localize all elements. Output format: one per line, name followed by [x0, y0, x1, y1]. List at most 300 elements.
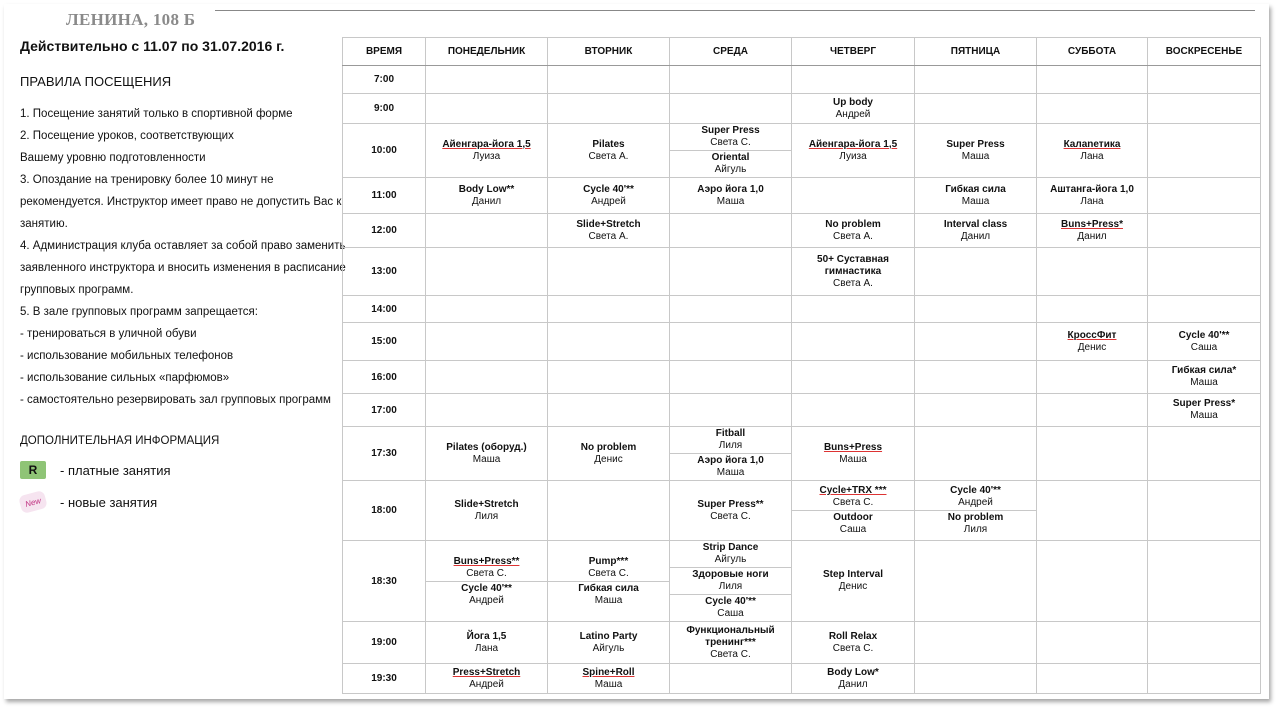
class-cell [792, 214, 915, 248]
class-cell [670, 124, 792, 178]
trainer-name: Андрей [469, 594, 504, 606]
class-cell [1037, 178, 1148, 214]
time-cell: 12:00 [343, 214, 426, 248]
class-name: Cycle 40'** [583, 183, 634, 195]
schedule-row [343, 664, 1261, 694]
class-name: Roll Relax [828, 630, 878, 642]
class-name: Super Press [946, 138, 1005, 150]
class-cell [548, 94, 670, 124]
class-cell [1148, 124, 1261, 178]
class-cell [670, 214, 792, 248]
class-entry [792, 139, 914, 163]
trainer-name: Андрей [469, 678, 504, 690]
class-cell [548, 66, 670, 94]
class-cell [792, 66, 915, 94]
class-entry [670, 625, 791, 661]
trainer-name: Лиля [718, 440, 743, 451]
class-cell [1148, 323, 1261, 361]
schedule-row [343, 427, 1261, 481]
class-cell [1148, 541, 1261, 622]
class-name: Super Press [701, 125, 760, 136]
class-cell [1148, 394, 1261, 427]
rule-line: 1. Посещение занятий только в спортивной форме [20, 108, 293, 120]
class-name: Функциональный тренинг*** [686, 624, 775, 648]
class-cell [548, 296, 670, 323]
class-cell [670, 94, 792, 124]
trainer-name: Айгуль [714, 554, 747, 565]
class-cell [1037, 394, 1148, 427]
trainer-name: Данил [1077, 230, 1107, 242]
class-entry [792, 484, 914, 510]
trainer-name: Андрей [591, 195, 626, 207]
trainer-name: Маша [1190, 377, 1218, 388]
class-entry [792, 667, 914, 691]
trainer-name: Саша [1190, 341, 1218, 353]
schedule-row [343, 178, 1261, 214]
trainer-name: Айгуль [714, 164, 747, 175]
trainer-name: Маша [716, 467, 745, 478]
class-name: Super Press* [1172, 398, 1236, 409]
class-entry [915, 219, 1036, 243]
class-cell [915, 361, 1037, 394]
class-cell [792, 427, 915, 481]
trainer-name: Денис [1077, 341, 1107, 353]
class-entry [670, 499, 791, 523]
schedule-table [342, 37, 1261, 694]
class-cell [915, 296, 1037, 323]
rule-line: рекомендуется. Инструктор имеет право не допустить Вас к [20, 196, 342, 208]
trainer-name: Лиля [963, 524, 988, 535]
class-name: Здоровые ноги [692, 569, 769, 580]
class-entry [426, 667, 547, 691]
class-cell [1037, 124, 1148, 178]
class-name: Spine+Roll [582, 666, 635, 678]
class-cell [792, 541, 915, 622]
class-name: Interval class [943, 218, 1008, 230]
top-rule [215, 10, 1255, 11]
class-name: Step Interval [822, 569, 884, 580]
class-cell [426, 622, 548, 664]
class-cell [1037, 361, 1148, 394]
schedule-row [343, 622, 1261, 664]
class-cell [1148, 94, 1261, 124]
class-entry [792, 219, 914, 243]
trainer-name: Денис [838, 581, 868, 592]
class-name: 50+ Суставная гимнастика [817, 253, 889, 277]
info-panel [20, 38, 346, 511]
class-cell [426, 541, 548, 622]
class-entry [670, 453, 791, 480]
class-cell [915, 427, 1037, 481]
class-cell [792, 622, 915, 664]
class-name: Up body [833, 96, 873, 108]
trainer-name: Света С. [710, 510, 751, 522]
class-name: No problem [580, 441, 637, 453]
class-cell [1037, 541, 1148, 622]
class-cell [792, 323, 915, 361]
class-name: Аэро йога 1,0 [697, 455, 764, 466]
class-cell [670, 178, 792, 214]
new-icon: New [18, 490, 48, 514]
schedule-row [343, 394, 1261, 427]
time-cell: 18:00 [343, 481, 426, 541]
rule-line: 2. Посещение уроков, соответствующих [20, 130, 234, 142]
class-cell [915, 66, 1037, 94]
trainer-name: Маша [1190, 410, 1218, 421]
class-cell [670, 323, 792, 361]
class-cell [548, 124, 670, 178]
class-cell [548, 664, 670, 694]
column-header: ПЯТНИЦА [915, 38, 1037, 66]
time-cell: 14:00 [343, 296, 426, 323]
class-entry [548, 139, 669, 163]
class-cell [426, 361, 548, 394]
rules-title: ПРАВИЛА ПОСЕЩЕНИЯ [20, 74, 172, 89]
rule-line: - использование мобильных телефонов [20, 350, 234, 362]
class-cell [1037, 248, 1148, 296]
class-cell [1037, 481, 1148, 541]
class-name: No problem [825, 218, 881, 230]
class-cell [915, 622, 1037, 664]
time-cell: 13:00 [343, 248, 426, 296]
rule-line: - самостоятельно резервировать зал групповых программ [20, 394, 331, 406]
class-entry [548, 219, 669, 243]
class-cell [915, 541, 1037, 622]
column-header: ЧЕТВЕРГ [792, 38, 915, 66]
trainer-name: Луиза [472, 150, 501, 162]
class-name: Калanетика [1063, 138, 1121, 150]
class-cell [915, 323, 1037, 361]
class-entry [670, 124, 791, 150]
class-cell [915, 214, 1037, 248]
trainer-name: Маша [961, 150, 990, 162]
trainer-name: Света С. [832, 642, 874, 654]
class-cell [1037, 622, 1148, 664]
schedule-row [343, 481, 1261, 541]
legend-new-label: - новые занятия [60, 494, 158, 510]
rule-line: 4. Администрация клуба оставляет за собой право заменить [20, 240, 346, 252]
time-cell: 15:00 [343, 323, 426, 361]
trainer-name: Луиза [839, 150, 867, 162]
class-cell [670, 66, 792, 94]
class-name: Гибкая сила [578, 582, 639, 594]
class-cell [1148, 66, 1261, 94]
class-cell [792, 394, 915, 427]
trainer-name: Света А. [833, 277, 873, 289]
time-cell: 18:30 [343, 541, 426, 622]
trainer-name: Данил [471, 195, 502, 207]
validity-period: Действительно с 11.07 по 31.07.2016 г. [20, 38, 285, 54]
rule-line: 3. Опоздание на тренировку более 10 минут не [20, 174, 274, 186]
class-name: Аэро йога 1,0 [697, 183, 764, 195]
trainer-name: Маша [961, 195, 990, 207]
class-cell [1148, 622, 1261, 664]
class-cell [792, 361, 915, 394]
time-cell: 17:30 [343, 427, 426, 481]
trainer-name: Андрей [835, 108, 871, 120]
class-entry [670, 184, 791, 208]
schedule-row [343, 248, 1261, 296]
class-cell [792, 94, 915, 124]
class-entry [915, 484, 1036, 510]
legend-paid-label: - платные занятия [60, 462, 171, 478]
class-cell [426, 481, 548, 541]
class-cell [548, 541, 670, 622]
time-cell: 16:00 [343, 361, 426, 394]
rule-line: 5. В зале групповых программ запрещается: [20, 306, 258, 318]
class-name: КроссФит [1067, 329, 1117, 341]
column-header: ПОНЕДЕЛЬНИК [426, 38, 548, 66]
trainer-name: Маша [594, 678, 623, 690]
schedule-row [343, 124, 1261, 178]
class-name: Fitball [715, 428, 746, 439]
schedule-row [343, 296, 1261, 323]
class-entry [915, 139, 1036, 163]
trainer-name: Андрей [958, 497, 993, 508]
class-cell [426, 94, 548, 124]
class-entry [792, 442, 914, 466]
rule-line: занятию. [20, 218, 68, 230]
column-header: СУББОТА [1037, 38, 1148, 66]
class-name: Cycle 40'** [461, 582, 512, 594]
class-entry [1148, 398, 1260, 422]
class-name: Гибкая сила* [1171, 365, 1237, 376]
class-name: Buns+Press* [1061, 218, 1123, 230]
class-entry [915, 510, 1036, 537]
class-cell [792, 178, 915, 214]
class-cell [426, 214, 548, 248]
class-cell [670, 394, 792, 427]
class-entry [1037, 219, 1147, 243]
class-cell [1148, 361, 1261, 394]
class-entry [426, 555, 547, 581]
class-cell [915, 394, 1037, 427]
class-cell [1148, 296, 1261, 323]
class-name: Super Press** [697, 498, 764, 510]
trainer-name: Маша [839, 453, 867, 465]
time-cell: 11:00 [343, 178, 426, 214]
class-entry [792, 97, 914, 121]
class-cell [915, 94, 1037, 124]
class-entry [1148, 330, 1260, 354]
class-name: Strip Dance [702, 542, 759, 553]
class-cell [670, 296, 792, 323]
class-cell [670, 664, 792, 694]
time-cell: 19:30 [343, 664, 426, 694]
class-cell [670, 541, 792, 622]
legend-paid [20, 461, 330, 479]
trainer-name: Света С. [710, 137, 751, 148]
class-entry [548, 581, 669, 608]
trainer-name: Света С. [710, 648, 751, 660]
rule-line: Вашему уровню подготовленности [20, 152, 206, 164]
class-cell [426, 178, 548, 214]
column-header: ВТОРНИК [548, 38, 670, 66]
class-entry [426, 184, 547, 208]
class-name: Oriental [711, 152, 750, 163]
trainer-name: Лана [474, 642, 499, 654]
class-cell [670, 361, 792, 394]
class-entry [792, 631, 914, 655]
legend-new [20, 493, 330, 511]
class-entry [792, 254, 914, 290]
class-name: Cycle+TRX *** [819, 485, 887, 496]
class-cell [1037, 94, 1148, 124]
class-cell [1037, 66, 1148, 94]
class-entry [426, 442, 547, 466]
class-cell [670, 622, 792, 664]
class-cell [915, 664, 1037, 694]
class-cell [548, 214, 670, 248]
class-cell [915, 124, 1037, 178]
class-entry [670, 567, 791, 594]
extra-info-title: ДОПОЛНИТЕЛЬНАЯ ИНФОРМАЦИЯ [20, 435, 220, 447]
time-cell: 17:00 [343, 394, 426, 427]
class-cell [548, 178, 670, 214]
header-row [343, 38, 1261, 66]
class-cell [1037, 664, 1148, 694]
trainer-name: Саша [839, 524, 867, 535]
class-name: Buns+Press** [453, 555, 520, 567]
class-entry [670, 150, 791, 177]
time-cell: 10:00 [343, 124, 426, 178]
class-cell [548, 622, 670, 664]
class-cell [548, 394, 670, 427]
class-name: Body Low** [458, 183, 515, 195]
class-cell [792, 296, 915, 323]
schedule-row [343, 66, 1261, 94]
class-cell [1148, 427, 1261, 481]
class-entry [548, 555, 669, 581]
class-name: Slide+Stretch [454, 498, 519, 510]
class-cell [792, 481, 915, 541]
time-cell: 7:00 [343, 66, 426, 94]
trainer-name: Саша [717, 608, 744, 619]
class-entry [548, 631, 669, 655]
trainer-name: Данил [960, 230, 991, 242]
class-cell [670, 248, 792, 296]
trainer-name: Лиля [718, 581, 743, 592]
trainer-name: Света С. [466, 567, 507, 579]
class-cell [426, 394, 548, 427]
class-cell [1148, 214, 1261, 248]
class-cell [1148, 664, 1261, 694]
class-cell [1037, 427, 1148, 481]
schedule-row [343, 541, 1261, 622]
schedule-row [343, 94, 1261, 124]
class-cell [670, 481, 792, 541]
trainer-name: Света С. [832, 497, 874, 508]
trainer-name: Данил [838, 678, 868, 690]
class-cell [792, 664, 915, 694]
rules-list [20, 103, 346, 411]
class-entry [1037, 139, 1147, 163]
trainer-name: Лиля [474, 510, 499, 522]
rule-line: заявленного инструктора и вносить изменения в расписание [20, 262, 346, 274]
class-name: Айенгара-йога 1,5 [808, 138, 898, 150]
trainer-name: Света А. [588, 230, 629, 242]
class-cell [915, 248, 1037, 296]
class-cell [548, 323, 670, 361]
trainer-name: Лана [1080, 150, 1104, 162]
class-entry [670, 541, 791, 567]
class-name: Body Low* [827, 666, 879, 678]
class-cell [426, 323, 548, 361]
column-header: ВРЕМЯ [343, 38, 426, 66]
class-entry [670, 427, 791, 453]
class-cell [915, 178, 1037, 214]
paid-icon: R [20, 461, 46, 479]
class-entry [548, 184, 669, 208]
trainer-name: Маша [594, 594, 623, 606]
class-name: Айенгара-йога 1,5 [442, 138, 531, 150]
class-name: Аштанга-йога 1,0 [1050, 183, 1134, 195]
class-cell [792, 248, 915, 296]
class-cell [1037, 296, 1148, 323]
schedule-row [343, 323, 1261, 361]
class-cell [426, 124, 548, 178]
class-name: Гибкая сила [945, 183, 1006, 195]
class-name: Cycle 40'** [1178, 329, 1230, 341]
class-name: Pump*** [588, 555, 629, 567]
class-cell [670, 427, 792, 481]
class-cell [548, 481, 670, 541]
column-header: СРЕДА [670, 38, 792, 66]
class-cell [548, 248, 670, 296]
class-entry [792, 510, 914, 537]
time-cell: 9:00 [343, 94, 426, 124]
trainer-name: Света С. [588, 567, 629, 579]
time-cell: 19:00 [343, 622, 426, 664]
class-name: Pilates [592, 138, 625, 150]
class-cell [426, 296, 548, 323]
class-cell [426, 66, 548, 94]
trainer-name: Света А. [588, 150, 629, 162]
class-entry [548, 442, 669, 466]
class-cell [1037, 214, 1148, 248]
class-name: Йога 1,5 [466, 630, 507, 642]
trainer-name: Денис [594, 453, 623, 465]
class-cell [915, 481, 1037, 541]
class-entry [1148, 365, 1260, 389]
class-name: Slide+Stretch [576, 218, 641, 230]
class-entry [426, 139, 547, 163]
class-entry [1037, 330, 1147, 354]
class-cell [426, 427, 548, 481]
class-name: Pilates (оборуд.) [446, 441, 527, 453]
class-entry [670, 594, 791, 621]
class-entry [915, 184, 1036, 208]
class-name: Outdoor [833, 512, 873, 523]
class-cell [1148, 178, 1261, 214]
class-name: No problem [947, 512, 1004, 523]
class-entry [1037, 184, 1147, 208]
class-cell [548, 361, 670, 394]
class-cell [548, 427, 670, 481]
class-name: Buns+Press [823, 441, 883, 453]
trainer-name: Маша [716, 195, 745, 207]
trainer-name: Света А. [833, 230, 873, 242]
class-name: Cycle 40'** [950, 485, 1001, 496]
trainer-name: Лана [1080, 195, 1104, 207]
schedule-row [343, 214, 1261, 248]
class-entry [426, 631, 547, 655]
class-cell [1148, 248, 1261, 296]
class-entry [426, 499, 547, 523]
class-name: Press+Stretch [452, 666, 521, 678]
class-entry [792, 569, 914, 593]
class-cell [1037, 323, 1148, 361]
